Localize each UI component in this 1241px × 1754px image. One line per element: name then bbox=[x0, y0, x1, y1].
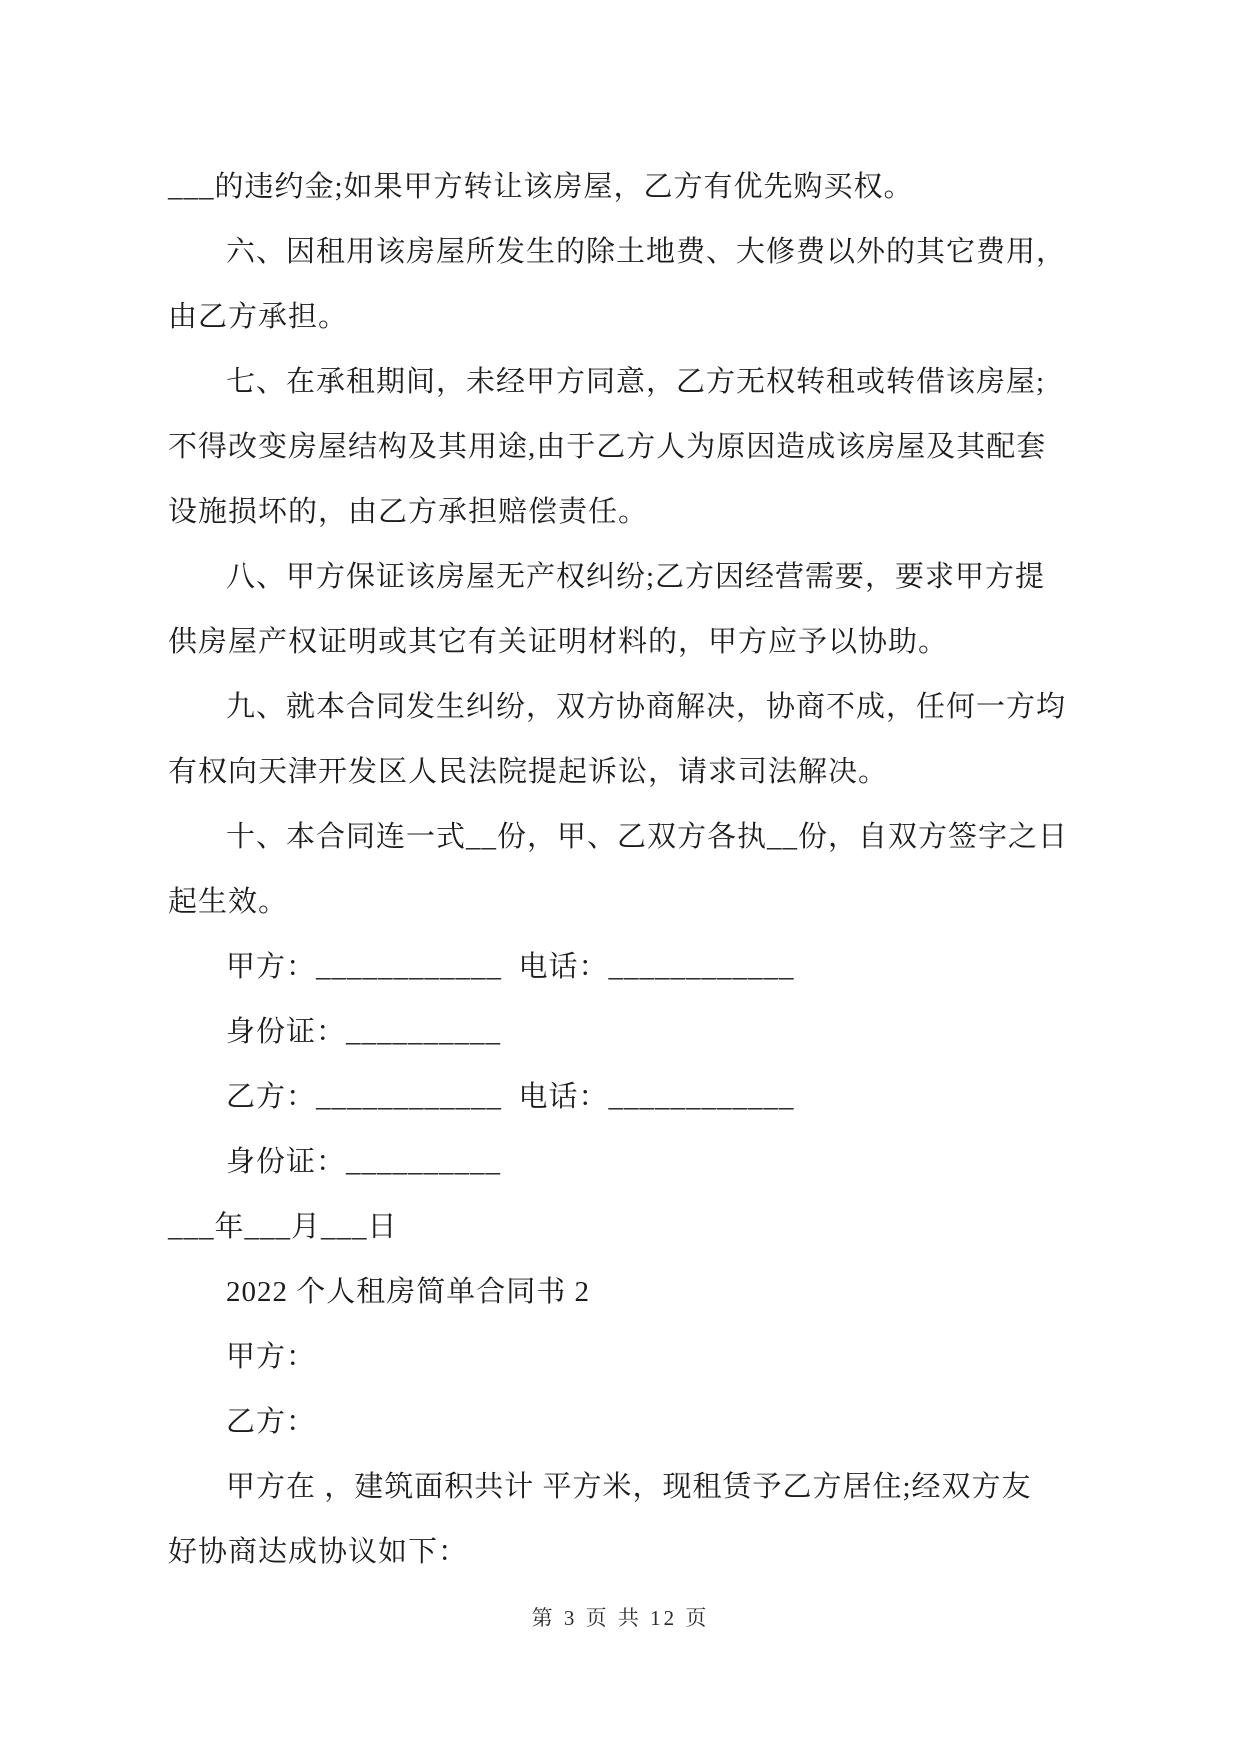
text-line: 甲方在 ，建筑面积共计 平方米，现租赁予乙方居住;经双方友 bbox=[226, 1471, 1032, 1503]
text-line: 好协商达成协议如下： bbox=[168, 1536, 469, 1568]
party-a-label: 甲方： bbox=[226, 1341, 317, 1373]
text-line: 九、就本合同发生纠纷，双方协商解决，协商不成，任何一方均 bbox=[226, 691, 1067, 723]
text-line: ___的违约金;如果甲方转让该房屋，乙方有优先购买权。 bbox=[168, 171, 914, 203]
text-line: 设施损坏的，由乙方承担赔偿责任。 bbox=[168, 496, 649, 528]
text-line: 有权向天津开发区人民法院提起诉讼，请求司法解决。 bbox=[168, 756, 889, 788]
signature-line-party-a: 甲方：____________ 电话：____________ bbox=[226, 951, 795, 983]
text-line: 由乙方承担。 bbox=[168, 301, 349, 333]
text-line: 供房屋产权证明或其它有关证明材料的，甲方应予以协助。 bbox=[168, 626, 949, 658]
page-number-text: 第 3 页 共 12 页 bbox=[531, 1606, 710, 1630]
text-line: 不得改变房屋结构及其用途,由于乙方人为原因造成该房屋及其配套 bbox=[168, 431, 1047, 463]
signature-line-id-a: 身份证：__________ bbox=[226, 1016, 502, 1048]
party-b-label: 乙方： bbox=[226, 1406, 317, 1438]
document-body bbox=[168, 152, 1083, 1582]
text-line: 八、甲方保证该房屋无产权纠纷;乙方因经营需要，要求甲方提 bbox=[226, 561, 1046, 593]
signature-line-party-b: 乙方：____________ 电话：____________ bbox=[226, 1081, 795, 1113]
date-line: ___年___月___日 bbox=[168, 1211, 398, 1243]
section-title: 2022 个人租房简单合同书 2 bbox=[226, 1276, 591, 1308]
text-line: 六、因租用该房屋所发生的除土地费、大修费以外的其它费用， bbox=[226, 236, 1067, 268]
text-line: 七、在承租期间，未经甲方同意，乙方无权转租或转借该房屋; bbox=[226, 366, 1046, 398]
text-line: 起生效。 bbox=[168, 886, 289, 918]
signature-line-id-b: 身份证：__________ bbox=[226, 1146, 502, 1178]
page-footer bbox=[0, 1602, 1241, 1632]
text-line: 十、本合同连一式__份，甲、乙双方各执__份，自双方签字之日 bbox=[226, 821, 1069, 853]
